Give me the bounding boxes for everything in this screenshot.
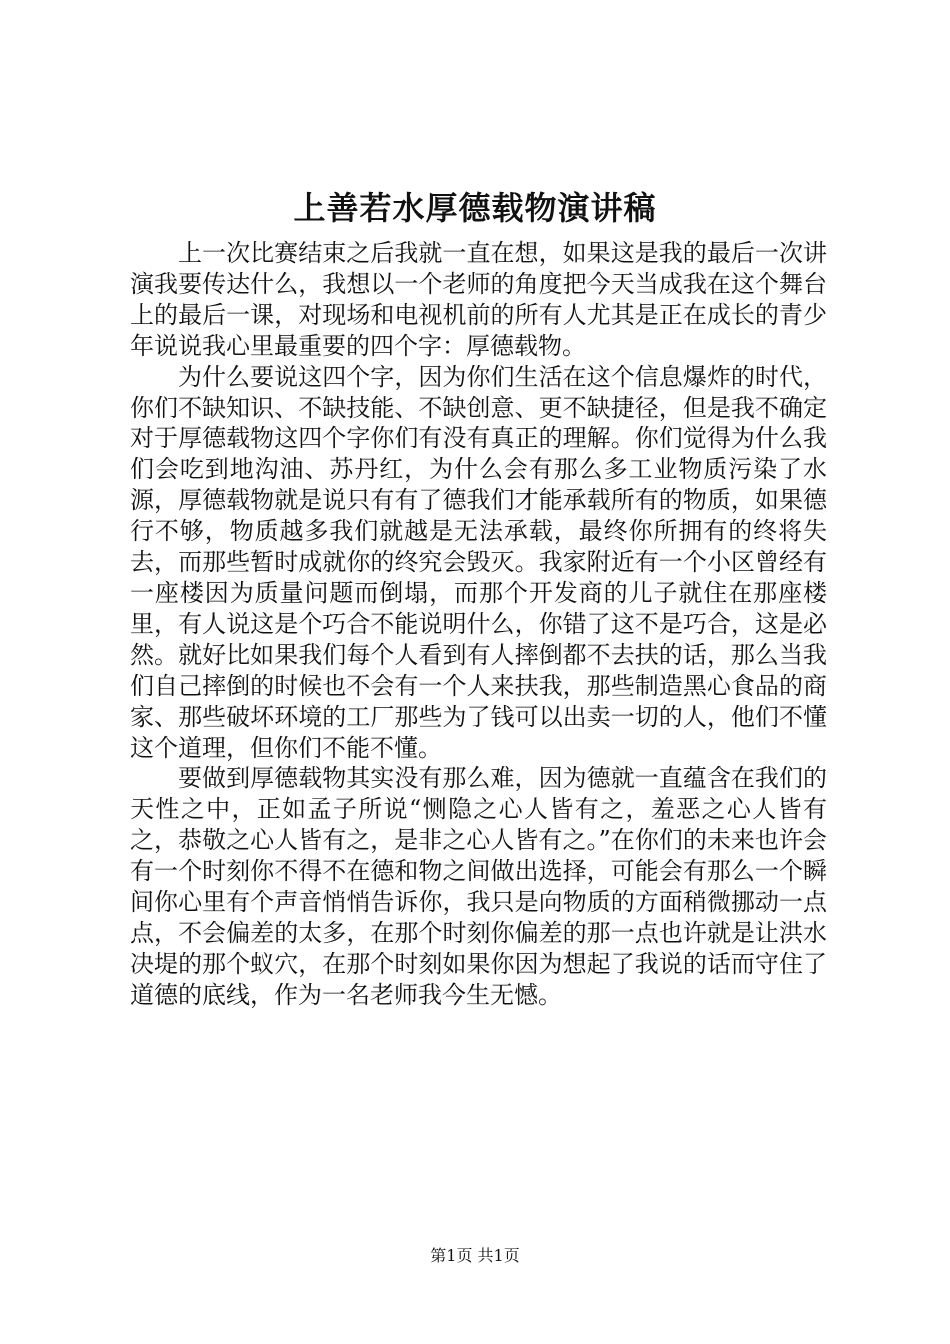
paragraph-3: 要做到厚德载物其实没有那么难，因为德就一直蕴含在我们的天性之中，正如孟子所说“恻隐之心人皆有之，羞恶之心人皆有之，恭敬之心人皆有之，是非之心人皆有之。”在你们的未来也许会有一个时刻你不得不在德和物之间做出选择，可能会有那么一个瞬间你心里有个声音悄悄告诉你，我只是向物质的方面稍微挪动一点点，不会偏差的太多，在那个时刻你偏差的那一点也许就是让洪水决堤的那个蚁穴，在那个时刻如果你因为想起了我说的话而守住了道德的底线，作为一名老师我今生无憾。 (130, 764, 827, 1009)
document-title: 上善若水厚德载物演讲稿 (293, 189, 657, 227)
document-body (130, 238, 827, 1011)
paragraph-1: 上一次比赛结束之后我就一直在想，如果这是我的最后一次讲演我要传达什么，我想以一个老师的角度把今天当成我在这个舞台上的最后一课，对现场和电视机前的所有人尤其是正在成长的青少年说说我心里最重要的四个字：厚德载物。 (130, 239, 827, 360)
paragraph-2: 为什么要说这四个字，因为你们生活在这个信息爆炸的时代，你们不缺知识、不缺技能、不缺创意、更不缺捷径，但是我不确定对于厚德载物这四个字你们有没有真正的理解。你们觉得为什么我们会吃到地沟油、苏丹红，为什么会有那么多工业物质污染了水源，厚德载物就是说只有有了德我们才能承载所有的物质，如果德行不够，物质越多我们就越是无法承载，最终你所拥有的终将失去，而那些暂时成就你的终究会毁灭。我家附近有一个小区曾经有一座楼因为质量问题而倒塌，而那个开发商的儿子就住在那座楼里，有人说这是个巧合不能说明什么，你错了这不是巧合，这是必然。就好比如果我们每个人看到有人摔倒都不去扶的话，那么当我们自己摔倒的时候也不会有一个人来扶我，那些制造黑心食品的商家、那些破坏环境的工厂那些为了钱可以出卖一切的人，他们不懂这个道理，但你们不能不懂。 (130, 362, 827, 762)
page-footer: 第1页 共1页 (430, 1246, 520, 1265)
